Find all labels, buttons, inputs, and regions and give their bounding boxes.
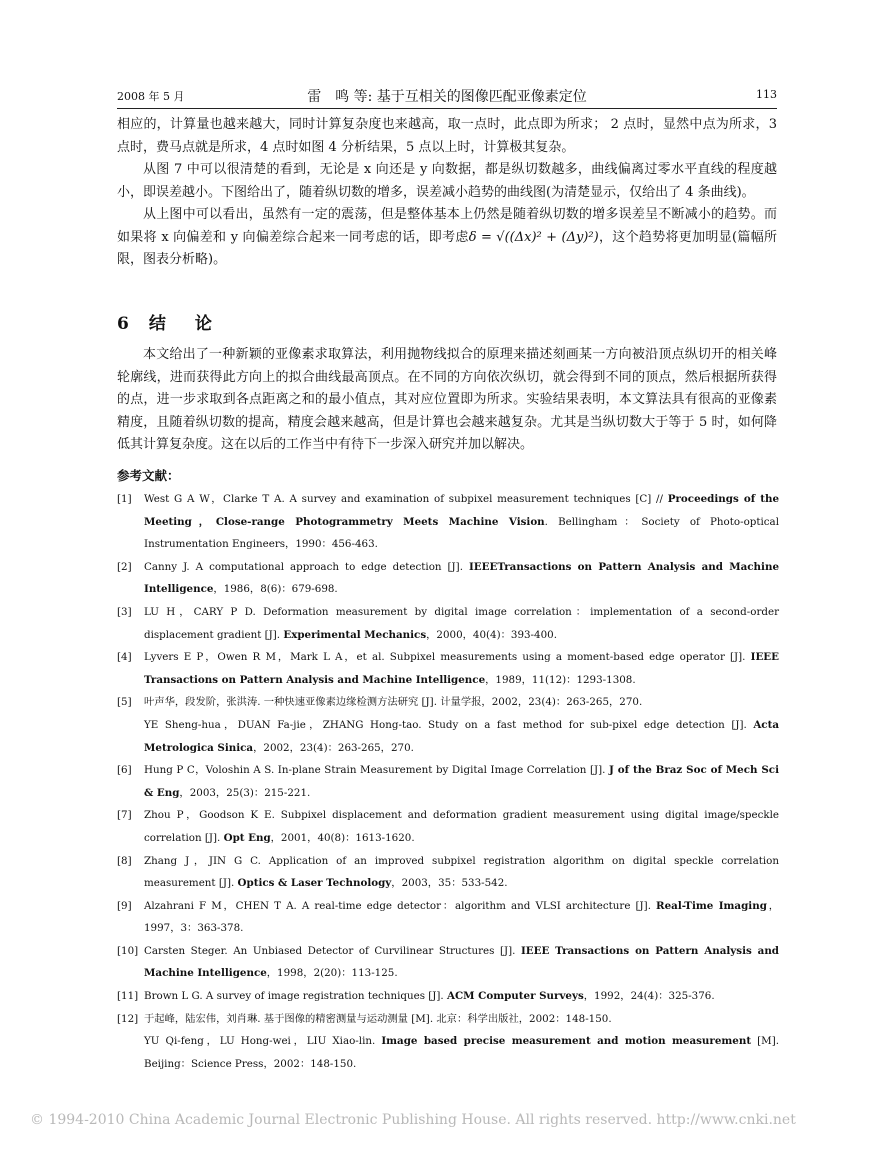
reference-number: [7]	[117, 809, 132, 822]
reference-details: ，1992，24(4)：325-376.	[583, 990, 715, 1003]
reference-number: [4]	[117, 651, 132, 664]
reference-details: ，1998，2(20)：113-125.	[266, 967, 398, 980]
reference-source: Real-Time Imaging	[656, 899, 767, 912]
reference-translation-details: ，2002，23(4)：263-265，270.	[253, 741, 414, 754]
reference-number: [3]	[117, 605, 132, 618]
reference-translation-source: Acta Metrologica Sinica	[144, 718, 779, 754]
reference-details: . Bellingham：Society of Photo-optical Instrumentation Engineers，1990：456-463.	[144, 515, 779, 551]
references-title: 参考文献：	[117, 468, 180, 483]
reference-number: [1]	[117, 493, 132, 505]
reference-translation-source: Image based precise measurement and motion measurement	[381, 1035, 752, 1048]
paragraph-3-text-b: ，这个趋势将更加明显(篇幅所限，图表分析略)。	[117, 229, 777, 267]
reference-text: Zhang J，JIN G C. Application of an improved subpixel registration algorithm on digital speckle correlation measurement [J].	[144, 854, 779, 890]
reference-item	[117, 488, 779, 556]
reference-item	[117, 804, 779, 849]
reference-text: Canny J. A computational approach to edge detection [J].	[144, 560, 469, 573]
reference-number: [12]	[117, 1012, 139, 1025]
paragraph-3-text-a: 从上图中可以看出，虽然有一定的震荡，但是整体基本上仍然是随着纵切数的增多误差呈不断减小的趋势。而如果将 x 向偏差和 y 向偏差综合起来一同考虑的话，即考虑	[117, 207, 777, 245]
reference-text: 叶声华，段发阶，张洪涛. 一种快速亚像素边缘检测方法研究 [J]. 计量学报，2002，23(4)：263-265，270.	[144, 696, 643, 709]
reference-details: ，2003，35：533-542.	[391, 877, 508, 890]
reference-item	[117, 985, 779, 1008]
reference-translation	[144, 714, 779, 759]
reference-source: IEEE Transactions on Pattern Analysis and Machine Intelligence	[144, 944, 780, 980]
reference-source: ACM Computer Surveys	[446, 990, 584, 1003]
reference-text: Lyvers E P，Owen R M，Mark L A，et al. Subpixel measurements using a moment-based edge operator [J].	[144, 651, 751, 664]
reference-item	[117, 556, 779, 601]
reference-translation	[144, 1030, 779, 1075]
reference-text: Zhou P，Goodson K E. Subpixel displacement and deformation gradient measurement using digital image/speckle correlation [J].	[144, 809, 779, 844]
page-header	[117, 86, 777, 109]
reference-text: Brown L G. A survey of image registration techniques [J].	[144, 990, 447, 1003]
section-heading	[117, 309, 232, 334]
reference-text: Hung P C，Voloshin A S. In-plane Strain Measurement by Digital Image Correlation [J].	[144, 764, 610, 777]
reference-item	[117, 940, 779, 985]
reference-list	[117, 488, 779, 1075]
section-number: 6	[117, 314, 135, 334]
paragraph-3	[117, 204, 777, 272]
reference-number: [11]	[117, 990, 139, 1003]
reference-item	[117, 1008, 779, 1076]
header-date: 2008 年 5 月	[117, 90, 185, 103]
reference-number: [10]	[117, 944, 139, 957]
reference-translation-text: YE Sheng-hua，DUAN Fa-jie，ZHANG Hong-tao. Study on a fast method for sub-pixel edge detection [J].	[144, 718, 754, 731]
body-text	[117, 114, 777, 272]
page-number: 113	[756, 88, 777, 101]
reference-text: 于起峰，陆宏伟，刘肖琳. 基于图像的精密测量与运动测量 [M]. 北京：科学出版社，2002：148-150.	[144, 1012, 612, 1025]
reference-details: ，2001，40(8)：1613-1620.	[270, 831, 415, 844]
reference-source: Opt Eng	[223, 831, 271, 844]
reference-item	[117, 646, 779, 691]
reference-item	[117, 850, 779, 895]
reference-text: LU H，CARY P D. Deformation measurement by digital image correlation：implementation of a second-order displacement gradient [J].	[144, 605, 779, 641]
reference-source: Experimental Mechanics	[283, 628, 427, 641]
delta-formula: δ = √((Δx)² + (Δy)²)	[468, 229, 599, 245]
conclusion-paragraph: 本文给出了一种新颖的亚像素求取算法，利用抛物线拟合的原理来描述刻画某一方向被沿顶点纵切开的相关峰轮廓线，进而获得此方向上的拟合曲线最高顶点。在不同的方向依次纵切，就会得到不同的顶点，然后根据所获得的点，进一步求取到各点距离之和的最小值点，其对应位置即为所求。实验结果表明，本文算法具有很高的亚像素精度，且随着纵切数的提高，精度会越来越高，但是计算也会越来越复杂。尤其是当纵切数大于等于 5 时，如何降低其计算复杂度。这在以后的工作当中有待下一步深入研究并加以解决。	[117, 347, 777, 452]
reference-text: Carsten Steger. An Unbiased Detector of Curvilinear Structures [J].	[144, 944, 521, 957]
reference-translation-details: [M]. Beijing：Science Press，2002：148-150.	[144, 1035, 780, 1070]
paragraph-1: 相应的，计算量也越来越大，同时计算复杂度也来越高，取一点时，此点即为所求； 2 点时，显然中点为所求，3 点时，费马点就是所求，4 点时如图 4 分析结果，5 点以上时，计算极其复杂。	[117, 117, 777, 155]
reference-translation-text: YU Qi-feng，LU Hong-wei，LIU Xiao-lin.	[144, 1035, 382, 1048]
reference-number: [2]	[117, 560, 132, 573]
reference-details: ，1989，11(12)：1293-1308.	[485, 673, 636, 686]
reference-number: [8]	[117, 854, 132, 867]
reference-item	[117, 691, 779, 759]
section-title: 结 论	[148, 314, 218, 334]
reference-source: Proceedings of the Meeting，Close-range Photogrammetry Meets Machine Vision	[144, 493, 780, 528]
reference-source: IEEETransactions on Pattern Analysis and Machine Intelligence	[144, 560, 779, 596]
reference-source: IEEE Transactions on Pattern Analysis and Machine Intelligence	[144, 651, 779, 686]
reference-source: J of the Braz Soc of Mech Sci & Eng	[144, 764, 779, 799]
reference-details: ，2000，40(4)：393-400.	[426, 628, 557, 641]
reference-item	[117, 601, 779, 646]
conclusion-text	[117, 344, 777, 457]
reference-number: [5]	[117, 696, 132, 709]
reference-text: Alzahrani F M，CHEN T A. A real-time edge detector：algorithm and VLSI architecture [J].	[144, 899, 657, 912]
reference-details: ，1997，3：363-378.	[144, 899, 780, 935]
header-running-title: 雷 鸣 等: 基于互相关的图像匹配亚像素定位	[307, 89, 587, 105]
reference-number: [6]	[117, 764, 132, 777]
reference-details: ，1986，8(6)：679-698.	[213, 583, 338, 596]
reference-source: Optics & Laser Technology	[237, 877, 392, 890]
reference-item	[117, 895, 779, 940]
copyright-footer: © 1994-2010 China Academic Journal Electronic Publishing House. All rights reserved. http://www.cnki.net	[30, 1112, 796, 1128]
reference-number: [9]	[117, 899, 132, 912]
reference-details: ，2003，25(3)：215-221.	[179, 786, 311, 799]
reference-item	[117, 759, 779, 804]
reference-text: West G A W，Clarke T A. A survey and examination of subpixel measurement techniques [C] //	[144, 493, 668, 505]
paragraph-2: 从图 7 中可以很清楚的看到，无论是 x 向还是 y 向数据，都是纵切数越多，曲线偏离过零水平直线的程度越小，即误差越小。下图给出了，随着纵切数的增多，误差减小趋势的曲线图(为清楚显示，仅给出了 4 条曲线)。	[117, 162, 777, 200]
